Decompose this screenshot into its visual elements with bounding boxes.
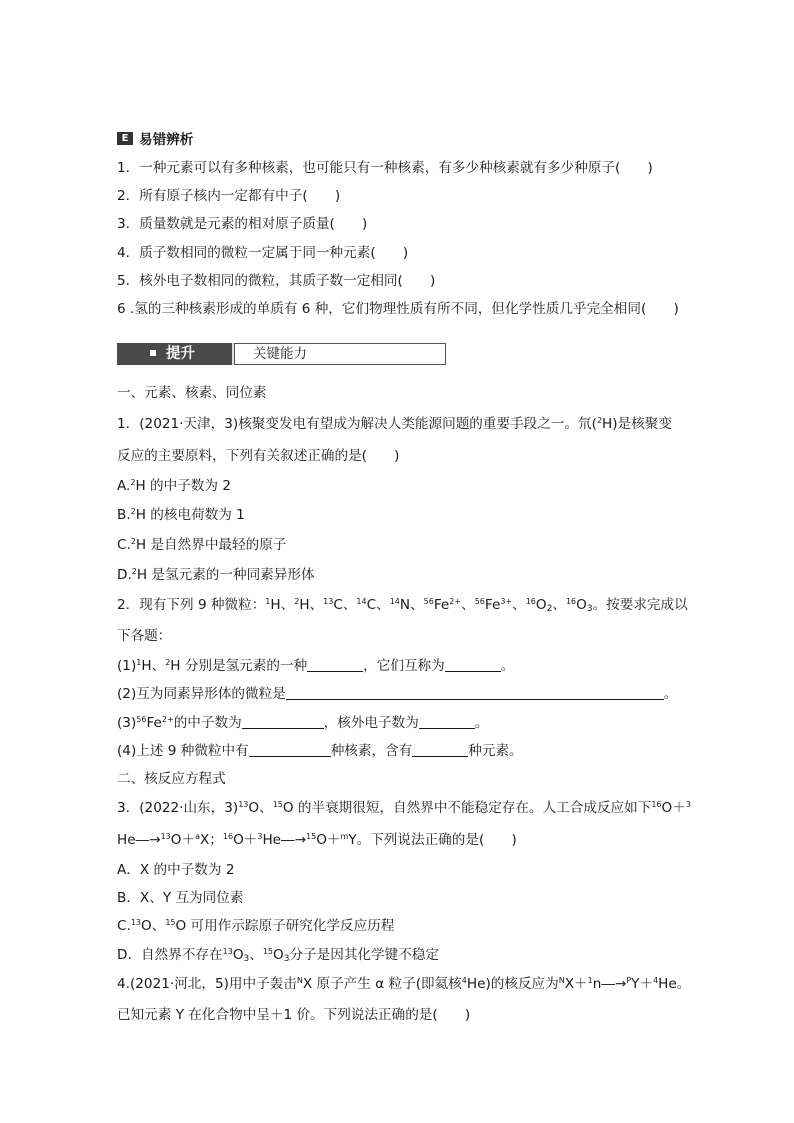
q2-sub2: (2)互为同素异形体的微粒是 。	[117, 686, 678, 702]
section-title: 易错辨析	[139, 132, 194, 148]
q4-stem-line2: 已知元素 Y 在化合物中呈＋1 价。下列说法正确的是( )	[117, 1007, 471, 1023]
statement-5: 5．核外电子数相同的微粒，其质子数一定相同( )	[117, 273, 436, 289]
q3-option-b: B．X、Y 互为同位素	[117, 890, 244, 906]
q1-option-d: D.$^2$H 是氢元素的一种同素异形体	[117, 567, 315, 583]
answer-blank[interactable]	[286, 686, 664, 700]
q3-stem-line1: 3．(2022·山东，3)$^{13}$O、$^{15}$O 的半衰期很短，自然界中不能稳定存在。人工合成反应如下$^{16}$O＋$^3$	[117, 800, 691, 816]
answer-blank[interactable]	[242, 715, 324, 729]
answer-blank[interactable]	[307, 658, 363, 672]
banner-dark-tab	[117, 343, 232, 365]
q2-sub3: $(3)^{56}Fe^{2+}$的中子数为 ，核外电子数为 。	[117, 715, 489, 731]
statement-6: 6 .氢的三种核素形成的单质有 6 种，它们物理性质有所不同，但化学性质几乎完全相同( )	[117, 301, 679, 317]
banner-light-tab	[234, 343, 446, 365]
q1-stem-line1: 1．(2021·天津，3)核聚变发电有望成为解决人类能源问题的重要手段之一。氘($^2$H)是核聚变	[117, 416, 672, 432]
q2-sub4: (4)上述 9 种微粒中有 种核素，含有 种元素。	[117, 743, 523, 759]
section-heading-error-analysis	[117, 128, 193, 148]
answer-blank[interactable]	[412, 743, 468, 757]
q1-stem-line2: 反应的主要原料，下列有关叙述正确的是( )	[117, 448, 400, 464]
statement-1: 1．一种元素可以有多种核素，也可能只有一种核素，有多少种核素就有多少种原子( )	[117, 160, 653, 176]
banner-dark-label: 提升	[166, 346, 195, 362]
square-bullet-icon	[150, 350, 156, 356]
q3-stem-line2: He―→$^{13}$O＋$^a$X；$^{16}$O＋$^3$He―→$^{15}$O＋$^m$Y。下列说法正确的是( )	[117, 832, 517, 848]
section-icon: E	[117, 132, 133, 145]
key-ability-banner	[117, 341, 431, 367]
q4-stem-line1: 4.(2021·河北，5)用中子轰击$^N$X 原子产生 α 粒子(即氦核$^4$He)的核反应为$^N$X＋$^1$n―→$^P$Y＋$^4$He。	[117, 976, 691, 992]
answer-blank[interactable]	[445, 658, 501, 672]
q2-stem-line2: 下各题：	[117, 628, 172, 644]
part2-heading: 二、核反应方程式	[117, 771, 226, 787]
q2-sub1: $(1)^1H$、$^2$H 分别是氢元素的一种 ，它们互称为 。	[117, 658, 515, 674]
q1-option-c: C.$^2$H 是自然界中最轻的原子	[117, 537, 287, 553]
answer-blank[interactable]	[249, 743, 331, 757]
q3-option-d: D．自然界不存在$^{13}O_3$、$^{15}O_3$分子是因其化学键不稳定	[117, 947, 439, 964]
banner-light-label: 关键能力	[253, 346, 307, 362]
q3-option-c: C.$^{13}$O、$^{15}$O 可用作示踪原子研究化学反应历程	[117, 918, 395, 934]
q2-stem-line1: 2．现有下列 9 种微粒：$^1$H、$^2$H、$^{13}$C、$^{14}$C、$^{14}$N、$^{56}Fe^{2+}$、$^{56}Fe^{3+}$、$^{16}O_2$、$^{16}O_3$。按要求完成以	[117, 597, 688, 614]
statement-3: 3．质量数就是元素的相对原子质量( )	[117, 216, 368, 232]
q1-option-b: B.$^2$H 的核电荷数为 1	[117, 507, 245, 523]
statement-4: 4．质子数相同的微粒一定属于同一种元素( )	[117, 245, 409, 261]
part1-heading: 一、元素、核素、同位素	[117, 385, 267, 401]
statement-2: 2．所有原子核内一定都有中子( )	[117, 188, 341, 204]
q3-option-a: A．X 的中子数为 2	[117, 862, 235, 878]
answer-blank[interactable]	[419, 715, 475, 729]
q1-option-a: A.$^2$H 的中子数为 2	[117, 478, 231, 494]
